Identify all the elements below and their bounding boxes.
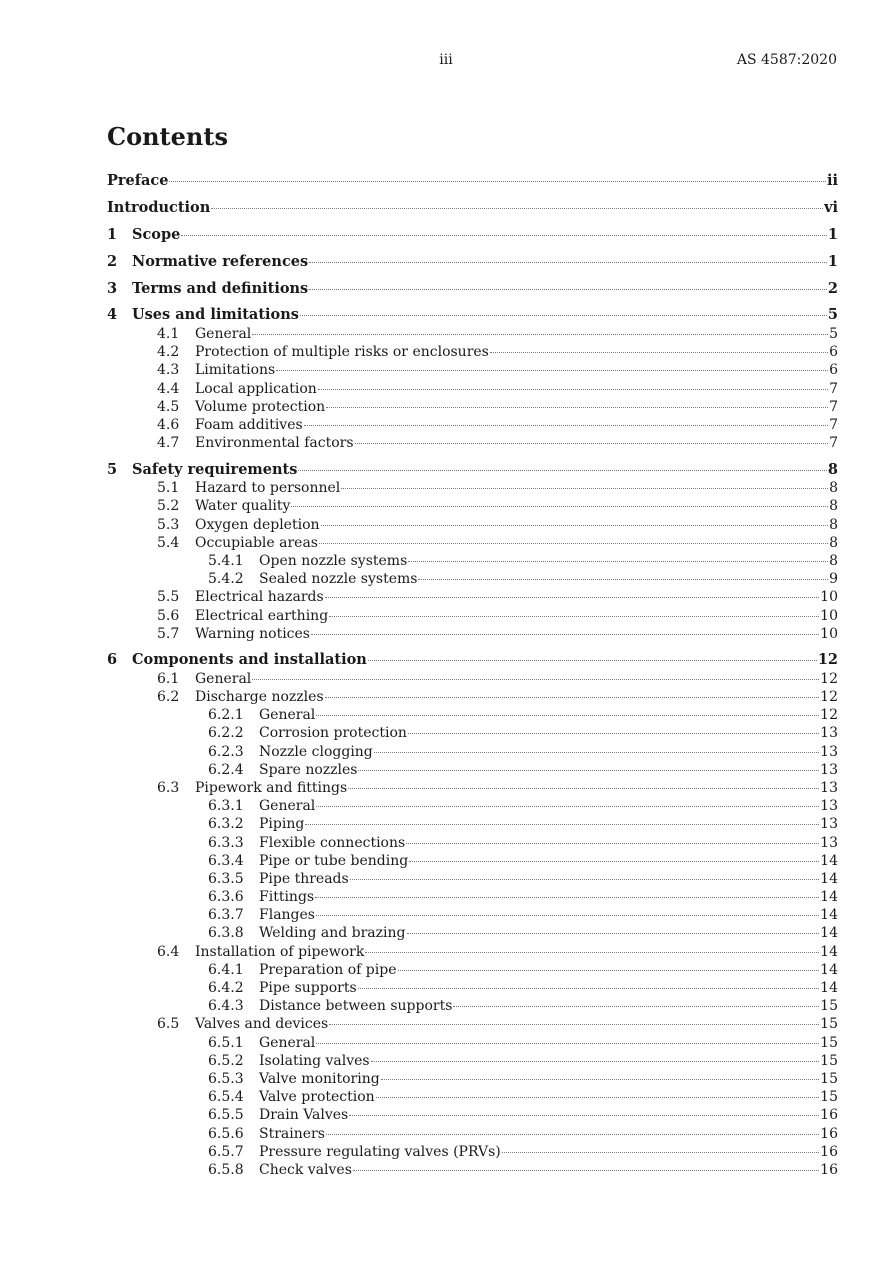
toc-entry[interactable] xyxy=(107,325,838,343)
toc-entry-number: 4.7 xyxy=(157,435,180,452)
dot-leader xyxy=(298,470,827,471)
dot-leader xyxy=(408,561,828,562)
toc-entry-page: 8 xyxy=(827,460,838,478)
dot-leader xyxy=(300,315,827,316)
toc-entry-label: Warning notices xyxy=(195,625,310,642)
toc-entry-label: Installation of pipework xyxy=(195,943,365,960)
toc-entry-label: Electrical hazards xyxy=(195,589,324,606)
toc-entry-page: 14 xyxy=(820,961,838,978)
toc-entry-page: vi xyxy=(824,198,838,216)
toc-entry-label: Water quality xyxy=(195,498,291,515)
toc-entry-label: Normative references xyxy=(132,252,309,270)
toc-entry-label: Valves and devices xyxy=(195,1016,329,1033)
toc-entry[interactable] xyxy=(107,380,838,398)
toc-entry[interactable] xyxy=(107,670,838,688)
toc-entry-number: 6.2.1 xyxy=(208,707,244,724)
dot-leader xyxy=(350,879,819,880)
toc-entry-label: Environmental factors xyxy=(195,435,354,452)
dot-leader xyxy=(291,506,828,507)
dot-leader xyxy=(348,788,819,789)
toc-entry-number: 4 xyxy=(107,306,118,324)
toc-entry-page: 14 xyxy=(820,889,838,906)
dot-leader xyxy=(368,660,817,661)
toc-entry-page: 15 xyxy=(820,1016,838,1033)
toc-entry[interactable] xyxy=(107,434,838,452)
toc-entry-label: General xyxy=(259,798,316,815)
toc-entry-label: Limitations xyxy=(195,362,276,379)
toc-entry[interactable] xyxy=(107,870,838,888)
toc-entry-label: Volume protection xyxy=(195,398,326,415)
toc-entry-label: Sealed nozzle systems xyxy=(259,571,418,588)
dot-leader xyxy=(341,488,828,489)
dot-leader xyxy=(321,525,829,526)
toc-entry-label: Electrical earthing xyxy=(195,607,329,624)
toc-entry-label: Welding and brazing xyxy=(259,925,406,942)
toc-entry-label: Valve protection xyxy=(259,1089,375,1106)
toc-entry-label: General xyxy=(259,707,316,724)
toc-entry-page: 14 xyxy=(820,870,838,887)
toc-entry-label: Pipe supports xyxy=(259,980,357,997)
toc-entry-number: 5.3 xyxy=(157,516,180,533)
toc-entry[interactable] xyxy=(107,1125,838,1143)
toc-entry[interactable] xyxy=(107,979,838,997)
toc-entry-label: Flexible connections xyxy=(259,834,406,851)
toc-entry-page: 15 xyxy=(820,998,838,1015)
toc-entry-page: 14 xyxy=(820,925,838,942)
toc-entry-number: 4.1 xyxy=(157,326,180,343)
dot-leader xyxy=(316,1043,819,1044)
toc-entry-page: 7 xyxy=(829,435,838,452)
dot-leader xyxy=(325,697,820,698)
toc-entry[interactable] xyxy=(107,1052,838,1070)
toc-entry-number: 6.3.4 xyxy=(208,852,244,869)
toc-entry[interactable] xyxy=(107,552,838,570)
dot-leader xyxy=(353,1170,819,1171)
toc-entry-number: 5.1 xyxy=(157,480,180,497)
toc-entry-page: 15 xyxy=(820,1089,838,1106)
toc-entry-page: 13 xyxy=(820,779,838,796)
dot-leader xyxy=(371,1061,820,1062)
toc-entry-page: 10 xyxy=(820,625,838,642)
toc-entry-page: 16 xyxy=(820,1107,838,1124)
toc-entry-label: Piping xyxy=(259,816,305,833)
toc-entry-number: 6.2.3 xyxy=(208,743,244,760)
toc-entry-page: 13 xyxy=(820,761,838,778)
toc-entry-label: Pressure regulating valves (PRVs) xyxy=(259,1143,501,1160)
toc-entry-number: 6.3.6 xyxy=(208,889,244,906)
dot-leader xyxy=(376,1097,819,1098)
dot-leader xyxy=(381,1079,819,1080)
toc-entry[interactable] xyxy=(107,888,838,906)
dot-leader xyxy=(358,988,820,989)
toc-entry-number: 6.2.4 xyxy=(208,761,244,778)
toc-entry-page: 6 xyxy=(829,362,838,379)
toc-entry[interactable] xyxy=(107,570,838,588)
toc-entry[interactable] xyxy=(107,852,838,870)
toc-entry-page: 13 xyxy=(820,798,838,815)
toc-entry-label: General xyxy=(259,1034,316,1051)
toc-entry-page: 12 xyxy=(817,651,838,669)
toc-entry[interactable] xyxy=(107,834,838,852)
toc-entry-number: 6.3.8 xyxy=(208,925,244,942)
dot-leader xyxy=(319,543,828,544)
toc-entry-number: 5.7 xyxy=(157,625,180,642)
dot-leader xyxy=(325,597,820,598)
toc-entry-page: 2 xyxy=(827,279,838,297)
toc-entry-number: 6.3.3 xyxy=(208,834,244,851)
toc-entry[interactable] xyxy=(107,1015,838,1033)
toc-entry-number: 1 xyxy=(107,225,118,243)
dot-leader xyxy=(316,715,819,716)
toc-entry-page: 6 xyxy=(829,344,838,361)
toc-entry[interactable] xyxy=(107,761,838,779)
toc-entry-number: 6.5.3 xyxy=(208,1070,244,1087)
toc-entry-number: 4.2 xyxy=(157,344,180,361)
toc-entry-page: 14 xyxy=(820,943,838,960)
toc-entry-label: Spare nozzles xyxy=(259,761,358,778)
toc-entry[interactable] xyxy=(107,516,838,534)
toc-entry-page: 7 xyxy=(829,416,838,433)
toc-entry-label: Pipe threads xyxy=(259,870,349,887)
toc-entry[interactable] xyxy=(107,172,838,191)
dot-leader xyxy=(409,861,819,862)
toc-entry-number: 2 xyxy=(107,252,118,270)
toc-entry-label: Valve monitoring xyxy=(259,1070,380,1087)
toc-entry-page: 10 xyxy=(820,607,838,624)
toc-entry-number: 6.5.1 xyxy=(208,1034,244,1051)
toc-entry-page: 13 xyxy=(820,834,838,851)
toc-entry[interactable] xyxy=(107,280,838,299)
toc-entry[interactable] xyxy=(107,961,838,979)
dot-leader xyxy=(326,1134,819,1135)
toc-entry[interactable] xyxy=(107,479,838,497)
toc-entry-page: 8 xyxy=(829,534,838,551)
toc-entry-page: 13 xyxy=(820,725,838,742)
toc-entry-page: 15 xyxy=(820,1034,838,1051)
toc-entry-number: 6.3 xyxy=(157,779,180,796)
toc-entry-page: 5 xyxy=(827,306,838,324)
dot-leader xyxy=(316,806,819,807)
toc-entry[interactable] xyxy=(107,724,838,742)
toc-entry-number: 6.2.2 xyxy=(208,725,244,742)
toc-entry[interactable] xyxy=(107,1106,838,1124)
toc-entry-page: 14 xyxy=(820,852,838,869)
document-id: AS 4587:2020 xyxy=(736,52,837,68)
toc-entry-page: 10 xyxy=(820,589,838,606)
toc-entry-number: 6.4 xyxy=(157,943,180,960)
toc-entry[interactable] xyxy=(107,797,838,815)
toc-entry-page: 16 xyxy=(820,1143,838,1160)
toc-entry-number: 5 xyxy=(107,460,118,478)
toc-entry-number: 5.4.2 xyxy=(208,571,244,588)
toc-entry-page: 1 xyxy=(827,252,838,270)
toc-entry-number: 6.4.2 xyxy=(208,980,244,997)
toc-entry-number: 6.5.7 xyxy=(208,1143,244,1160)
toc-entry-label: Open nozzle systems xyxy=(259,553,408,569)
toc-entry-label: Preparation of pipe xyxy=(259,961,397,978)
toc-entry-page: 7 xyxy=(829,398,838,415)
toc-entry-number: 5.5 xyxy=(157,589,180,606)
toc-entry-label: Drain Valves xyxy=(259,1107,349,1124)
toc-entry-page: 14 xyxy=(820,907,838,924)
dot-leader xyxy=(329,1024,819,1025)
toc-entry-number: 6.3.7 xyxy=(208,907,244,924)
dot-leader xyxy=(181,235,827,236)
dot-leader xyxy=(309,289,827,290)
toc-entry-number: 6.5.6 xyxy=(208,1125,244,1142)
dot-leader xyxy=(349,1115,819,1116)
toc-entry-page: 8 xyxy=(829,498,838,515)
toc-entry[interactable] xyxy=(107,253,838,272)
toc-entry[interactable] xyxy=(107,534,838,552)
toc-entry[interactable] xyxy=(107,343,838,361)
toc-entry-number: 6.1 xyxy=(157,670,180,687)
toc-entry[interactable] xyxy=(107,651,838,670)
toc-entry[interactable] xyxy=(107,497,838,515)
toc-entry-page: 13 xyxy=(820,816,838,833)
toc-entry-page: 14 xyxy=(820,980,838,997)
toc-entry-number: 3 xyxy=(107,279,118,297)
toc-entry[interactable] xyxy=(107,1088,838,1106)
toc-entry[interactable] xyxy=(107,226,838,245)
toc-entry-label: Flanges xyxy=(259,907,315,924)
toc-entry-label: Protection of multiple risks or enclosures xyxy=(195,344,489,361)
toc-entry[interactable] xyxy=(107,943,838,961)
toc-entry[interactable] xyxy=(107,706,838,724)
toc-entry[interactable] xyxy=(107,1034,838,1052)
toc-entry-page: 8 xyxy=(829,553,838,569)
toc-entry-page: 12 xyxy=(820,707,838,724)
dot-leader xyxy=(418,579,828,580)
toc-entry-page: 12 xyxy=(820,670,838,687)
toc-entry-number: 6.5 xyxy=(157,1016,180,1033)
toc-entry[interactable] xyxy=(107,743,838,761)
dot-leader xyxy=(315,897,819,898)
toc-entry-label: Nozzle clogging xyxy=(259,743,373,760)
dot-leader xyxy=(304,425,828,426)
toc-entry[interactable] xyxy=(107,461,838,480)
toc-entry-number: 6.5.2 xyxy=(208,1052,244,1069)
toc-entry-number: 6.3.5 xyxy=(208,870,244,887)
dot-leader xyxy=(374,752,819,753)
toc-entry-page: 8 xyxy=(829,480,838,497)
toc-entry-label: Oxygen depletion xyxy=(195,516,320,533)
toc-entry[interactable] xyxy=(107,924,838,942)
toc-entry-label: Introduction xyxy=(107,198,211,216)
toc-entry-number: 6.4.1 xyxy=(208,961,244,978)
toc-entry-number: 4.3 xyxy=(157,362,180,379)
dot-leader xyxy=(326,407,828,408)
toc-entry-page: 13 xyxy=(820,743,838,760)
toc-entry-label: Distance between supports xyxy=(259,998,453,1015)
dot-leader xyxy=(252,679,819,680)
toc-entry[interactable] xyxy=(107,607,838,625)
toc-entry[interactable] xyxy=(107,997,838,1015)
dot-leader xyxy=(309,262,827,263)
toc-entry-page: 5 xyxy=(829,326,838,343)
dot-leader xyxy=(316,915,819,916)
dot-leader xyxy=(408,733,819,734)
toc-entry-page: ii xyxy=(826,172,838,189)
dot-leader xyxy=(318,389,828,390)
toc-entry-label: Hazard to personnel xyxy=(195,480,341,497)
toc-entry-page: 15 xyxy=(820,1070,838,1087)
toc-entry-label: Foam additives xyxy=(195,416,303,433)
toc-entry-number: 6.5.4 xyxy=(208,1089,244,1106)
toc-entry-number: 4.4 xyxy=(157,380,180,397)
toc-entry-number: 5.4 xyxy=(157,534,180,551)
toc-entry-label: Check valves xyxy=(259,1161,352,1178)
dot-leader xyxy=(398,970,820,971)
toc-entry-label: Terms and definitions xyxy=(132,279,309,297)
toc-entry-number: 6.2 xyxy=(157,689,180,706)
toc-entry-label: Corrosion protection xyxy=(259,725,407,742)
dot-leader xyxy=(211,208,823,209)
dot-leader xyxy=(355,443,829,444)
toc-entry[interactable] xyxy=(107,398,838,416)
dot-leader xyxy=(276,370,828,371)
toc-entry[interactable] xyxy=(107,416,838,434)
toc-entry-label: General xyxy=(195,670,252,687)
toc-entry[interactable] xyxy=(107,815,838,833)
toc-entry-number: 4.6 xyxy=(157,416,180,433)
toc-entry[interactable] xyxy=(107,306,838,325)
toc-entry[interactable] xyxy=(107,1070,838,1088)
dot-leader xyxy=(305,824,819,825)
toc-entry-label: Safety requirements xyxy=(132,460,298,478)
toc-entry-number: 4.5 xyxy=(157,398,180,415)
toc-entry-number: 6.3.1 xyxy=(208,798,244,815)
toc-entry-number: 5.6 xyxy=(157,607,180,624)
toc-entry-page: 16 xyxy=(820,1161,838,1178)
toc-entry-label: Pipe or tube bending xyxy=(259,852,409,869)
toc-entry[interactable] xyxy=(107,1161,838,1179)
toc-entry-page: 16 xyxy=(820,1125,838,1142)
dot-leader xyxy=(311,634,819,635)
toc-entry-page: 8 xyxy=(829,516,838,533)
toc-entry-number: 6.5.5 xyxy=(208,1107,244,1124)
toc-entry-label: Local application xyxy=(195,380,317,397)
toc-entry-label: Components and installation xyxy=(132,651,367,669)
toc-entry-page: 12 xyxy=(820,689,838,706)
toc-entry-label: Scope xyxy=(132,225,181,243)
toc-entry-page: 1 xyxy=(827,225,838,243)
toc-entry[interactable] xyxy=(107,199,838,218)
toc-entry[interactable] xyxy=(107,625,838,643)
toc-entry-number: 6.5.8 xyxy=(208,1161,244,1178)
toc-entry[interactable] xyxy=(107,779,838,797)
toc-entry-page: 15 xyxy=(820,1052,838,1069)
toc-entry-number: 5.4.1 xyxy=(208,553,244,569)
dot-leader xyxy=(406,843,819,844)
page-number: iii xyxy=(439,52,453,68)
toc-entry-label: Uses and limitations xyxy=(132,306,299,324)
toc-entry-label: Strainers xyxy=(259,1125,325,1142)
table-of-contents xyxy=(107,172,838,1179)
dot-leader xyxy=(453,1006,819,1007)
dot-leader xyxy=(407,933,820,934)
toc-entry-label: Fittings xyxy=(259,889,315,906)
dot-leader xyxy=(169,181,826,182)
dot-leader xyxy=(252,334,828,335)
toc-entry[interactable] xyxy=(107,688,838,706)
toc-entry-number: 5.2 xyxy=(157,498,180,515)
toc-entry-number: 6.4.3 xyxy=(208,998,244,1015)
toc-entry[interactable] xyxy=(107,1143,838,1161)
toc-entry-label: Discharge nozzles xyxy=(195,689,324,706)
dot-leader xyxy=(502,1152,819,1153)
toc-entry[interactable] xyxy=(107,361,838,379)
toc-entry-label: Occupiable areas xyxy=(195,534,318,551)
toc-entry-page: 9 xyxy=(829,571,838,588)
dot-leader xyxy=(365,952,819,953)
toc-entry-label: Pipework and fittings xyxy=(195,779,348,796)
toc-entry-number: 6.3.2 xyxy=(208,816,244,833)
toc-entry-page: 7 xyxy=(829,380,838,397)
toc-entry[interactable] xyxy=(107,906,838,924)
toc-entry[interactable] xyxy=(107,588,838,606)
dot-leader xyxy=(490,352,828,353)
toc-entry-number: 6 xyxy=(107,651,118,669)
toc-entry-label: General xyxy=(195,326,252,343)
toc-entry-label: Isolating valves xyxy=(259,1052,370,1069)
dot-leader xyxy=(358,770,819,771)
contents-title: Contents xyxy=(107,122,228,151)
toc-entry-label: Preface xyxy=(107,172,169,189)
dot-leader xyxy=(329,616,819,617)
